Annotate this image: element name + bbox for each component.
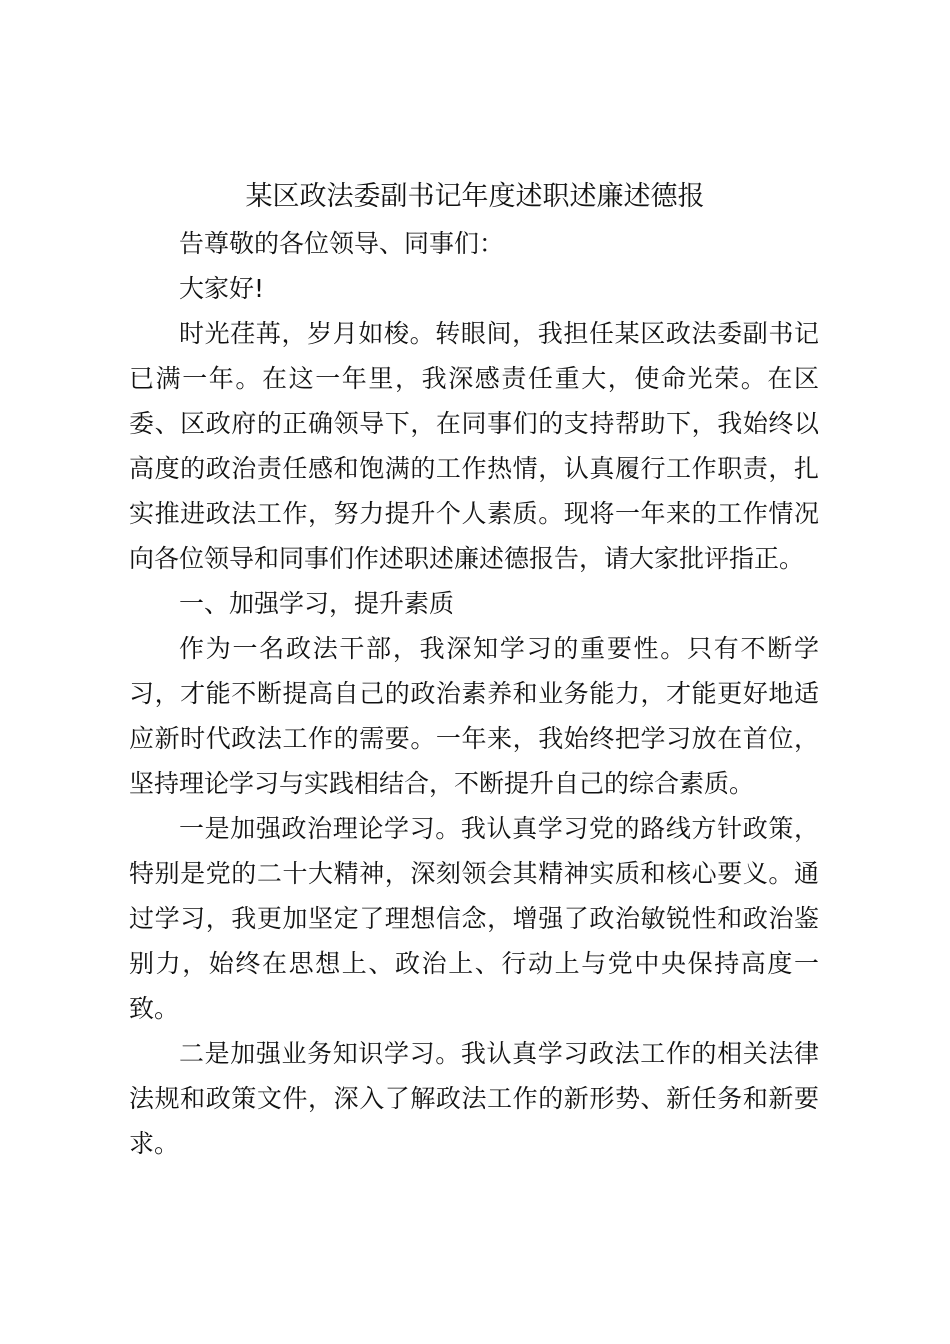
paragraph-professional-knowledge: 二是加强业务知识学习。我认真学习政法工作的相关法律法规和政策文件，深入了解政法工作的新形势、新任务和新要求。 bbox=[129, 1039, 819, 1158]
document-body bbox=[129, 221, 819, 1166]
section-heading-1: 一、加强学习，提升素质 bbox=[179, 589, 455, 618]
salutation: 告尊敬的各位领导、同事们： bbox=[179, 229, 505, 258]
paragraph-study: 作为一名政法干部，我深知学习的重要性。只有不断学习，才能不断提高自己的政治素养和业务能力，才能更好地适应新时代政法工作的需要。一年来，我始终把学习放在首位，坚持理论学习与实践相结合，不断提升自己的综合素质。 bbox=[129, 634, 819, 798]
greeting: 大家好! bbox=[179, 274, 265, 303]
document-title: 某区政法委副书记年度述职述廉述德报 bbox=[245, 181, 705, 212]
paragraph-political-theory: 一是加强政治理论学习。我认真学习党的路线方针政策，特别是党的二十大精神，深刻领会其精神实质和核心要义。通过学习，我更加坚定了理想信念，增强了政治敏锐性和政治鉴别力，始终在思想上、政治上、行动上与党中央保持高度一致。 bbox=[129, 814, 819, 1023]
paragraph-intro: 时光荏苒，岁月如梭。转眼间，我担任某区政法委副书记已满一年。在这一年里，我深感责任重大，使命光荣。在区委、区政府的正确领导下，在同事们的支持帮助下，我始终以高度的政治责任感和饱满的工作热情，认真履行工作职责，扎实推进政法工作，努力提升个人素质。现将一年来的工作情况向各位领导和同事们作述职述廉述德报告，请大家批评指正。 bbox=[129, 319, 819, 573]
